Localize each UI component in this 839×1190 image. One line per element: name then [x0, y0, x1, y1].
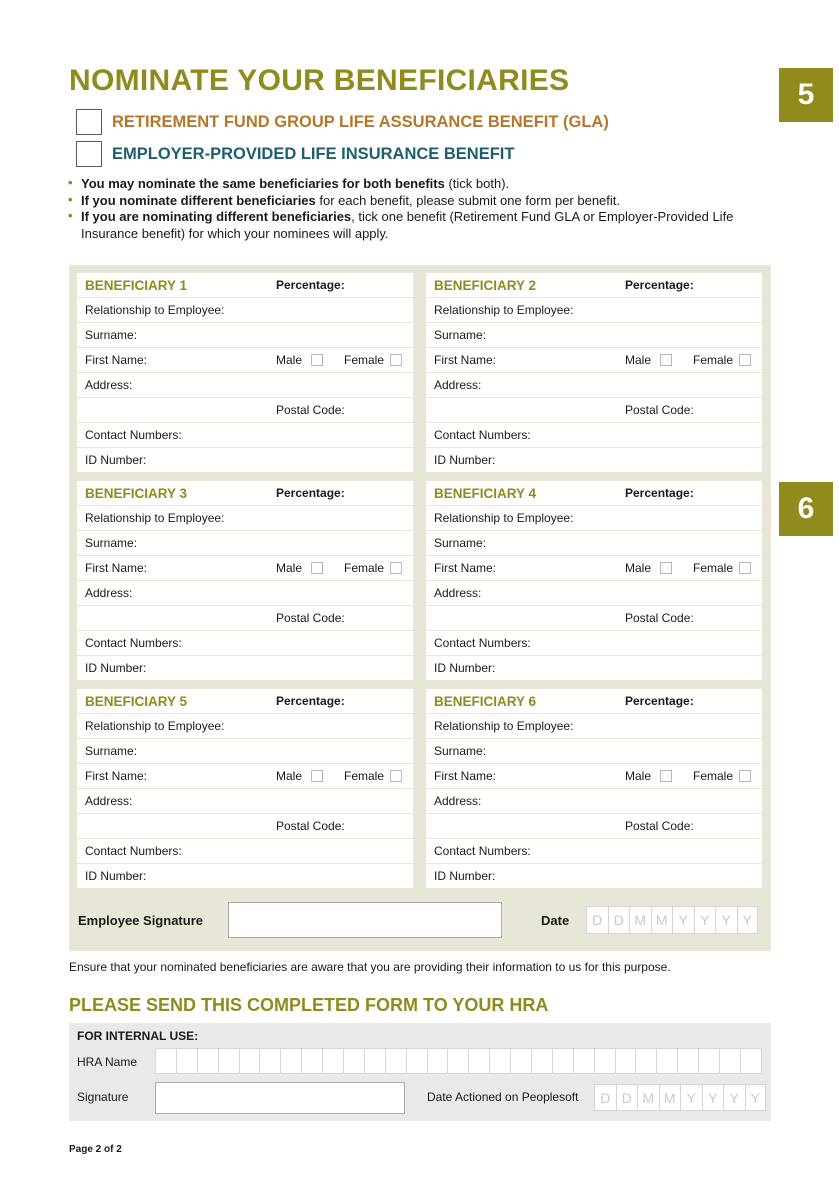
relationship-field[interactable]	[77, 298, 413, 323]
hra-name-cell[interactable]	[280, 1048, 301, 1074]
instruction-bold: If you are nominating different beneficiaries	[81, 209, 352, 224]
first-name-label: First Name:	[85, 769, 148, 783]
relationship-label: Relationship to Employee:	[85, 303, 225, 317]
relationship-label: Relationship to Employee:	[434, 719, 574, 733]
relationship-field[interactable]	[426, 714, 762, 739]
beneficiary-header	[77, 481, 413, 506]
relationship-label: Relationship to Employee:	[85, 719, 225, 733]
first-name-field[interactable]	[426, 764, 762, 789]
hra-name-cell[interactable]	[385, 1048, 406, 1074]
postal-code-label: Postal Code:	[276, 611, 345, 625]
instructions-list	[68, 176, 768, 242]
male-label: Male	[625, 561, 652, 575]
date-cell[interactable]: Y	[702, 1084, 724, 1111]
date-cell[interactable]: D	[616, 1084, 638, 1111]
date-grid[interactable]	[586, 906, 758, 934]
percentage-label[interactable]: Percentage:	[276, 694, 345, 708]
id-number-field[interactable]	[426, 656, 762, 681]
male-checkbox[interactable]	[660, 770, 672, 782]
address-field[interactable]	[426, 789, 762, 814]
contact-numbers-field[interactable]	[426, 423, 762, 448]
beneficiary-title: BENEFICIARY 1	[85, 277, 188, 293]
instruction-item	[68, 209, 768, 242]
address-label: Address:	[85, 378, 133, 392]
page-number: Page 2 of 2	[69, 1144, 122, 1155]
address-label: Address:	[85, 794, 133, 808]
percentage-label[interactable]: Percentage:	[276, 486, 345, 500]
female-checkbox[interactable]	[390, 562, 402, 574]
date-cell[interactable]: D	[608, 906, 630, 934]
hra-name-cell[interactable]	[427, 1048, 448, 1074]
beneficiary-title: BENEFICIARY 3	[85, 485, 188, 501]
female-label: Female	[693, 561, 734, 575]
percentage-label[interactable]: Percentage:	[625, 278, 694, 292]
date-cell[interactable]: Y	[672, 906, 694, 934]
hra-name-cell[interactable]	[301, 1048, 322, 1074]
instruction-text: , tick one benefit (Retirement Fund GLA or Employer-Provided Life Insurance benefit) for which your nominees will apply.	[81, 209, 734, 241]
contact-numbers-field[interactable]	[426, 839, 762, 864]
postal-code-field[interactable]	[426, 398, 762, 423]
relationship-field[interactable]	[426, 506, 762, 531]
postal-code-field[interactable]	[77, 814, 413, 839]
relationship-field[interactable]	[426, 298, 762, 323]
beneficiary-header	[77, 689, 413, 714]
benefit-employer-row	[76, 141, 514, 167]
hra-name-cell[interactable]	[197, 1048, 218, 1074]
address-field[interactable]	[77, 581, 413, 606]
male-checkbox[interactable]	[311, 770, 323, 782]
contact-numbers-field[interactable]	[426, 631, 762, 656]
first-name-label: First Name:	[434, 769, 497, 783]
surname-field[interactable]	[426, 323, 762, 348]
date-actioned-grid[interactable]	[594, 1084, 766, 1111]
bullet-icon: •	[68, 208, 73, 223]
beneficiary-card	[77, 273, 413, 467]
hra-name-cell[interactable]	[406, 1048, 427, 1074]
hra-name-cell[interactable]	[364, 1048, 385, 1074]
id-number-field[interactable]	[77, 656, 413, 681]
internal-signature-label: Signature	[77, 1090, 129, 1104]
surname-label: Surname:	[85, 536, 138, 550]
male-label: Male	[276, 353, 303, 367]
beneficiary-card	[426, 689, 762, 883]
male-label: Male	[276, 769, 303, 783]
benefit-gla-row	[76, 109, 609, 135]
contact-numbers-label: Contact Numbers:	[434, 844, 531, 858]
female-checkbox[interactable]	[739, 562, 751, 574]
date-cell[interactable]: Y	[723, 1084, 745, 1111]
employee-signature-field[interactable]	[228, 902, 502, 938]
id-number-label: ID Number:	[434, 453, 496, 467]
hra-name-cell[interactable]	[155, 1048, 176, 1074]
date-cell[interactable]: Y	[694, 906, 716, 934]
surname-label: Surname:	[434, 328, 487, 342]
first-name-field[interactable]	[426, 556, 762, 581]
date-cell[interactable]: Y	[737, 906, 759, 934]
benefit-employer-label: EMPLOYER-PROVIDED LIFE INSURANCE BENEFIT	[112, 144, 515, 163]
hra-name-cell[interactable]	[343, 1048, 364, 1074]
male-label: Male	[625, 769, 652, 783]
postal-code-field[interactable]	[426, 814, 762, 839]
address-label: Address:	[434, 378, 482, 392]
surname-field[interactable]	[77, 739, 413, 764]
surname-label: Surname:	[434, 536, 487, 550]
hra-name-cell[interactable]	[719, 1048, 740, 1074]
date-cell[interactable]: M	[651, 906, 673, 934]
id-number-label: ID Number:	[85, 661, 147, 675]
benefit-gla-label: RETIREMENT FUND GROUP LIFE ASSURANCE BENEFIT (GLA)	[112, 112, 609, 131]
contact-numbers-label: Contact Numbers:	[434, 428, 531, 442]
female-checkbox[interactable]	[739, 354, 751, 366]
relationship-field[interactable]	[77, 506, 413, 531]
hra-name-cell[interactable]	[573, 1048, 594, 1074]
date-cell[interactable]: D	[586, 906, 608, 934]
beneficiary-header	[426, 689, 762, 714]
bullet-icon: •	[68, 191, 73, 207]
hra-name-cell[interactable]	[322, 1048, 343, 1074]
contact-numbers-label: Contact Numbers:	[434, 636, 531, 650]
surname-field[interactable]	[77, 323, 413, 348]
surname-label: Surname:	[85, 744, 138, 758]
instruction-item	[68, 176, 768, 193]
beneficiary-card	[77, 481, 413, 675]
first-name-label: First Name:	[85, 561, 148, 575]
male-checkbox[interactable]	[311, 562, 323, 574]
beneficiary-header	[426, 273, 762, 298]
date-cell[interactable]: Y	[715, 906, 737, 934]
postal-code-label: Postal Code:	[625, 403, 694, 417]
employee-signature-label: Employee Signature	[78, 913, 203, 928]
male-label: Male	[276, 561, 303, 575]
hra-name-field[interactable]	[155, 1048, 762, 1074]
internal-signature-field[interactable]	[155, 1082, 405, 1114]
date-actioned-label: Date Actioned on Peoplesoft	[427, 1090, 579, 1104]
hra-name-cell[interactable]	[552, 1048, 573, 1074]
benefit-employer-checkbox[interactable]	[76, 141, 102, 167]
surname-field[interactable]	[426, 531, 762, 556]
postal-code-label: Postal Code:	[276, 819, 345, 833]
address-field[interactable]	[426, 581, 762, 606]
hra-name-cell[interactable]	[447, 1048, 468, 1074]
beneficiary-header	[426, 481, 762, 506]
beneficiary-card	[426, 273, 762, 467]
date-cell[interactable]: M	[637, 1084, 659, 1111]
first-name-label: First Name:	[85, 353, 148, 367]
id-number-field[interactable]	[77, 448, 413, 473]
percentage-label[interactable]: Percentage:	[625, 694, 694, 708]
contact-numbers-label: Contact Numbers:	[85, 844, 182, 858]
contact-numbers-field[interactable]	[77, 839, 413, 864]
hra-name-cell[interactable]	[239, 1048, 260, 1074]
beneficiary-title: BENEFICIARY 5	[85, 693, 188, 709]
address-label: Address:	[434, 586, 482, 600]
postal-code-label: Postal Code:	[625, 611, 694, 625]
date-cell[interactable]: M	[629, 906, 651, 934]
instruction-bold: You may nominate the same beneficiaries for both benefits	[81, 176, 445, 191]
bullet-icon: •	[68, 175, 73, 190]
page-title: NOMINATE YOUR BENEFICIARIES	[69, 64, 570, 97]
hra-name-cell[interactable]	[489, 1048, 510, 1074]
female-checkbox[interactable]	[390, 354, 402, 366]
male-checkbox[interactable]	[311, 354, 323, 366]
date-cell[interactable]: Y	[745, 1084, 767, 1111]
benefit-gla-checkbox[interactable]	[76, 109, 102, 135]
contact-numbers-field[interactable]	[77, 631, 413, 656]
postal-code-field[interactable]	[426, 606, 762, 631]
relationship-label: Relationship to Employee:	[434, 303, 574, 317]
id-number-label: ID Number:	[85, 869, 147, 883]
step-tab-5: 5	[779, 68, 833, 122]
internal-use-title: FOR INTERNAL USE:	[77, 1029, 199, 1043]
id-number-label: ID Number:	[434, 661, 496, 675]
beneficiary-title: BENEFICIARY 6	[434, 693, 537, 709]
relationship-field[interactable]	[77, 714, 413, 739]
address-field[interactable]	[77, 373, 413, 398]
address-label: Address:	[434, 794, 482, 808]
date-cell[interactable]: D	[594, 1084, 616, 1111]
id-number-label: ID Number:	[85, 453, 147, 467]
relationship-label: Relationship to Employee:	[434, 511, 574, 525]
hra-name-cell[interactable]	[656, 1048, 677, 1074]
hra-name-label: HRA Name	[77, 1055, 138, 1069]
ensure-notice: Ensure that your nominated beneficiaries are aware that you are providing their information to us for this purpose.	[69, 960, 671, 974]
surname-field[interactable]	[77, 531, 413, 556]
hra-name-cell[interactable]	[698, 1048, 719, 1074]
beneficiary-title: BENEFICIARY 2	[434, 277, 537, 293]
first-name-label: First Name:	[434, 561, 497, 575]
postal-code-field[interactable]	[77, 606, 413, 631]
hra-name-cell[interactable]	[594, 1048, 615, 1074]
first-name-field[interactable]	[426, 348, 762, 373]
postal-code-label: Postal Code:	[625, 819, 694, 833]
first-name-label: First Name:	[434, 353, 497, 367]
id-number-field[interactable]	[426, 864, 762, 889]
relationship-label: Relationship to Employee:	[85, 511, 225, 525]
internal-use-section	[69, 1023, 771, 1121]
hra-name-cell[interactable]	[510, 1048, 531, 1074]
first-name-field[interactable]	[77, 764, 413, 789]
male-checkbox[interactable]	[660, 562, 672, 574]
contact-numbers-label: Contact Numbers:	[85, 428, 182, 442]
hra-name-cell[interactable]	[531, 1048, 552, 1074]
hra-name-cell[interactable]	[176, 1048, 197, 1074]
female-label: Female	[344, 769, 385, 783]
surname-field[interactable]	[426, 739, 762, 764]
address-label: Address:	[85, 586, 133, 600]
female-checkbox[interactable]	[390, 770, 402, 782]
beneficiary-card	[77, 689, 413, 883]
surname-label: Surname:	[85, 328, 138, 342]
beneficiary-header	[77, 273, 413, 298]
percentage-label[interactable]: Percentage:	[276, 278, 345, 292]
first-name-field[interactable]	[77, 556, 413, 581]
id-number-field[interactable]	[77, 864, 413, 889]
female-label: Female	[344, 353, 385, 367]
date-label: Date	[541, 913, 570, 928]
hra-name-cell[interactable]	[740, 1048, 762, 1074]
male-label: Male	[625, 353, 652, 367]
hra-name-cell[interactable]	[615, 1048, 636, 1074]
hra-name-cell[interactable]	[635, 1048, 656, 1074]
beneficiary-title: BENEFICIARY 4	[434, 485, 537, 501]
instruction-text: for each benefit, please submit one form per benefit.	[315, 192, 621, 208]
female-checkbox[interactable]	[739, 770, 751, 782]
surname-label: Surname:	[434, 744, 487, 758]
postal-code-label: Postal Code:	[276, 403, 345, 417]
beneficiaries-panel	[69, 265, 771, 951]
address-field[interactable]	[77, 789, 413, 814]
contact-numbers-label: Contact Numbers:	[85, 636, 182, 650]
hra-name-cell[interactable]	[218, 1048, 239, 1074]
hra-name-cell[interactable]	[259, 1048, 280, 1074]
beneficiary-card	[426, 481, 762, 675]
contact-numbers-field[interactable]	[77, 423, 413, 448]
step-tab-6: 6	[779, 482, 833, 536]
female-label: Female	[693, 353, 734, 367]
male-checkbox[interactable]	[660, 354, 672, 366]
percentage-label[interactable]: Percentage:	[625, 486, 694, 500]
first-name-field[interactable]	[77, 348, 413, 373]
address-field[interactable]	[426, 373, 762, 398]
female-label: Female	[344, 561, 385, 575]
send-form-title: PLEASE SEND THIS COMPLETED FORM TO YOUR HRA	[69, 995, 549, 1015]
instruction-bold: If you nominate different beneficiaries	[81, 192, 316, 208]
instruction-text: (tick both).	[444, 176, 510, 191]
id-number-label: ID Number:	[434, 869, 496, 883]
date-cell[interactable]: M	[659, 1084, 681, 1111]
id-number-field[interactable]	[426, 448, 762, 473]
date-cell[interactable]: Y	[680, 1084, 702, 1111]
postal-code-field[interactable]	[77, 398, 413, 423]
female-label: Female	[693, 769, 734, 783]
hra-name-cell[interactable]	[677, 1048, 698, 1074]
instruction-item	[68, 193, 768, 210]
hra-name-cell[interactable]	[468, 1048, 489, 1074]
